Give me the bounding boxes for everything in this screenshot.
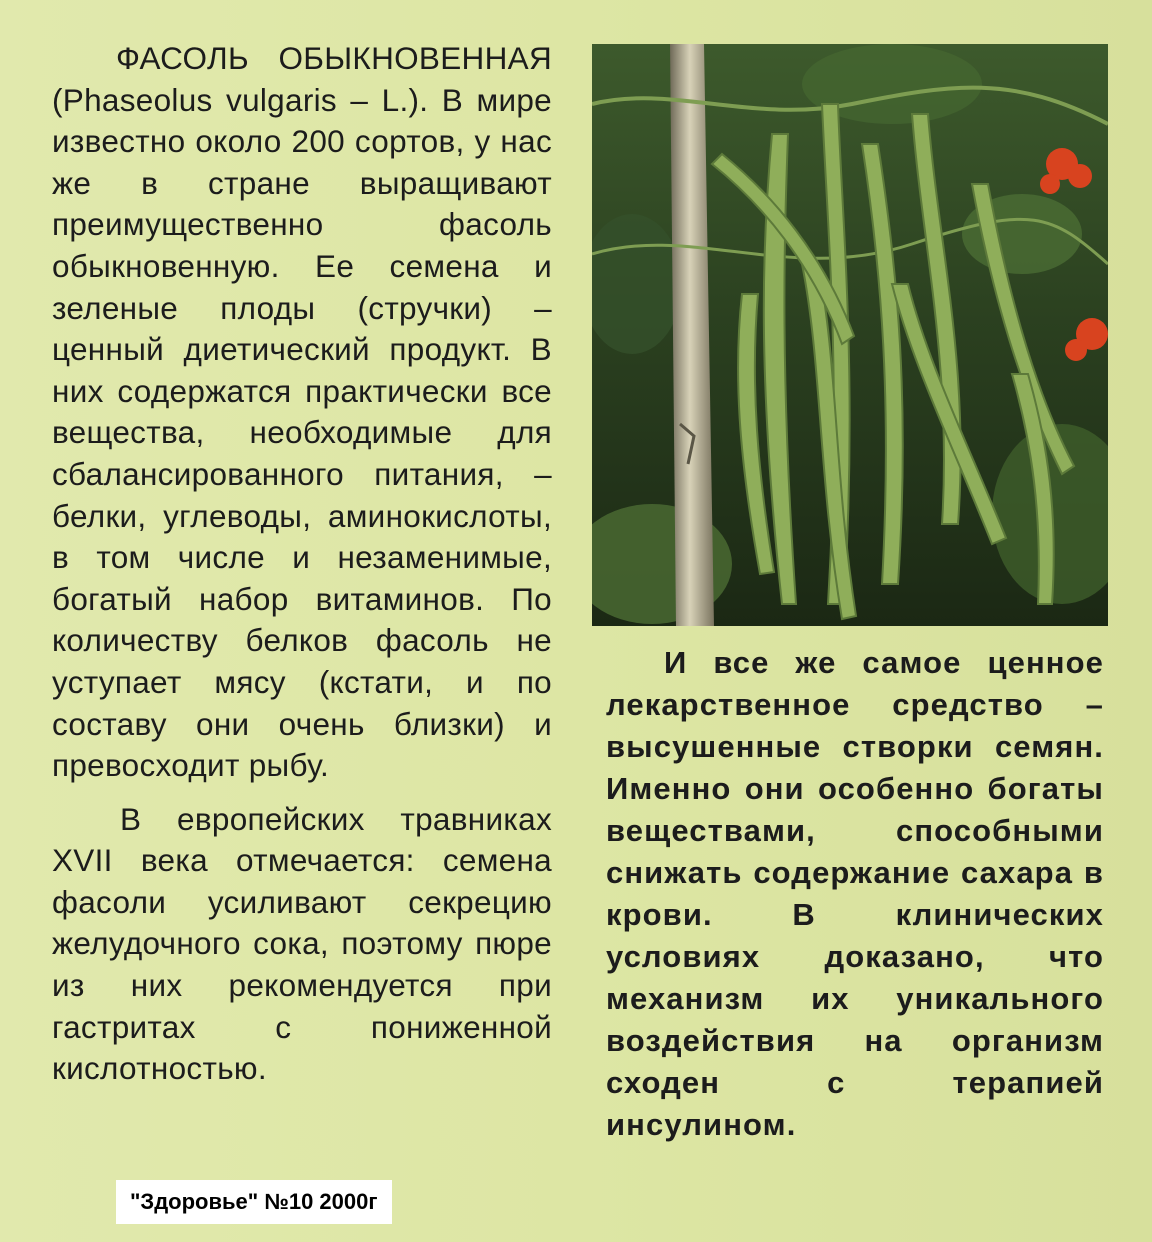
highlight-paragraph: И все же самое ценное лекарственное средство – высушенные створки семян. Именно они особенно богаты веществами, способными снижать содержание сахара в крови. В клинических условиях доказано, что механизм их уникального воздействия на организм сходен с терапией инсулином. [606,645,1104,1142]
intro-paragraph: ФАСОЛЬ ОБЫКНОВЕННАЯ (Phaseolus vulgaris – L.). В мире известно около 200 сортов, у нас же в стране выращивают преимущественно фасоль обыкновенную. Ее семена и зеленые плоды (стручки) – ценный диетический продукт. В них содержатся практически все вещества, необходимые для сбалансированного питания, – белки, углеводы, аминокислоты, в том числе и незаменимые, богатый набор витаминов. По количеству белков фасоль не уступает мясу (кстати, и по составу они очень близки) и превосходит рыбу. [52,40,552,784]
source-label: "Здоровье" №10 2000г [116,1180,392,1224]
green-bean-photo [592,44,1108,626]
left-text-column [52,38,552,1090]
herbal-history-paragraph: В европейских травниках XVII века отмечается: семена фасоли усиливают секрецию желудочного сока, поэтому пюре из них рекомендуется при гастритах с пониженной кислотностью. [52,800,552,1087]
green-bean-plant-icon [592,44,1108,626]
right-text-column [606,642,1104,1146]
